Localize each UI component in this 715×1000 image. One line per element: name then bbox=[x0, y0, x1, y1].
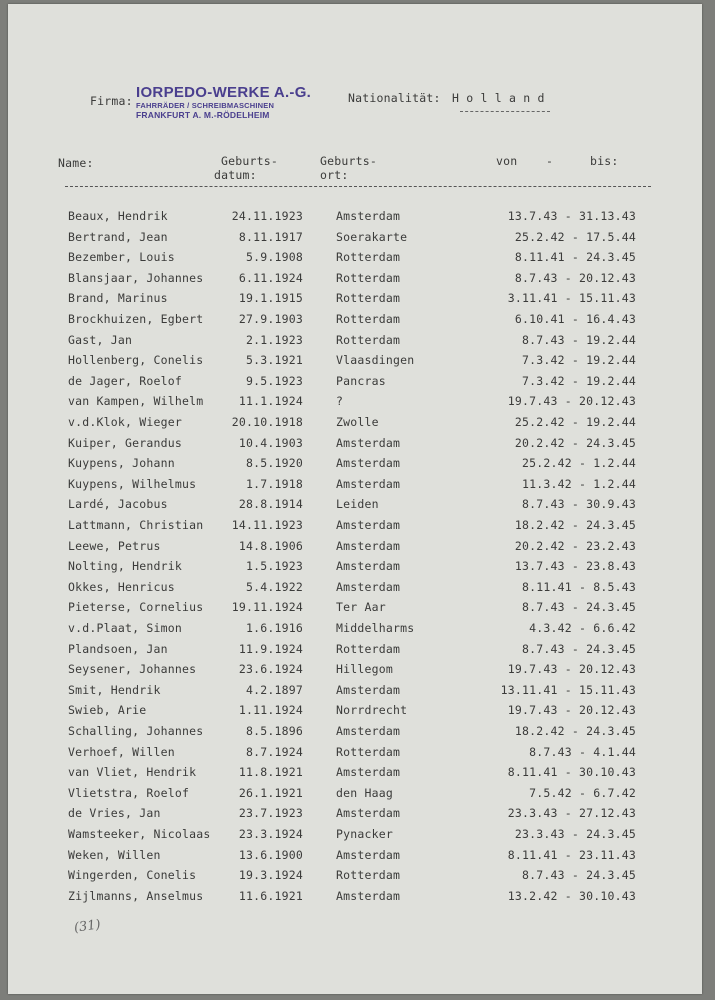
birth-date: 11.8.1921 bbox=[238, 765, 303, 780]
table-row bbox=[8, 539, 702, 559]
birth-place: Rotterdam bbox=[336, 868, 401, 883]
person-name: Smit, Hendrik bbox=[68, 682, 161, 697]
person-name: Kuypens, Johann bbox=[68, 456, 175, 471]
table-row bbox=[8, 600, 702, 620]
employment-period: 23.3.43 - 24.3.45 bbox=[514, 827, 636, 841]
birth-place: Amsterdam bbox=[336, 579, 401, 594]
birth-date: 19.3.1924 bbox=[238, 868, 303, 883]
employment-period: 8.7.43 - 24.3.45 bbox=[522, 600, 636, 615]
handwritten-page-note: (31) bbox=[73, 917, 102, 936]
birth-date: 8.5.1920 bbox=[246, 456, 303, 471]
employment-period: 7.3.42 - 19.2.44 bbox=[522, 353, 636, 368]
employment-period: 11.3.42 - 1.2.44 bbox=[522, 476, 636, 491]
birth-place: Rotterdam bbox=[336, 270, 401, 285]
header-divider bbox=[65, 186, 651, 187]
birth-date: 20.10.1918 bbox=[231, 415, 303, 429]
employment-period: 4.3.42 - 6.6.42 bbox=[529, 621, 636, 635]
person-name: Bezember, Louis bbox=[68, 250, 175, 265]
col-header-name: Name: bbox=[58, 156, 94, 170]
table-row bbox=[8, 889, 702, 909]
birth-place: Ter Aar bbox=[336, 600, 386, 615]
person-name: Swieb, Arie bbox=[68, 703, 147, 718]
birth-place: Amsterdam bbox=[336, 559, 401, 574]
person-name: Lattmann, Christian bbox=[68, 518, 204, 532]
document-page bbox=[8, 4, 702, 994]
employment-period: 8.11.41 - 23.11.43 bbox=[507, 847, 636, 862]
employment-period: 25.2.42 - 19.2.44 bbox=[514, 415, 636, 429]
birth-date: 19.1.1915 bbox=[238, 291, 303, 306]
birth-place: Amsterdam bbox=[336, 724, 401, 738]
employment-period: 6.10.41 - 16.4.43 bbox=[514, 312, 636, 326]
employment-period: 25.2.42 - 17.5.44 bbox=[514, 229, 636, 244]
birth-date: 27.9.1903 bbox=[238, 312, 303, 326]
birth-place: Rotterdam bbox=[336, 250, 401, 265]
table-row bbox=[8, 374, 702, 394]
birth-place: Hillegom bbox=[336, 662, 393, 677]
birth-date: 1.5.1923 bbox=[246, 559, 303, 574]
nationality-underline bbox=[460, 111, 550, 112]
person-name: Bertrand, Jean bbox=[68, 229, 168, 244]
table-row bbox=[8, 703, 702, 723]
person-name: Lardé, Jacobus bbox=[68, 497, 168, 512]
birth-place: Norrdrecht bbox=[336, 703, 408, 718]
company-subtitle: FAHRRÄDER / SCHREIBMASCHINEN bbox=[136, 101, 275, 110]
employment-period: 8.7.43 - 19.2.44 bbox=[522, 332, 636, 347]
birth-place: Amsterdam bbox=[336, 209, 401, 223]
person-name: Plandsoen, Jan bbox=[68, 641, 168, 656]
birth-place: Rotterdam bbox=[336, 291, 401, 306]
employment-period: 8.11.41 - 24.3.45 bbox=[514, 250, 636, 265]
table-row bbox=[8, 230, 702, 250]
birth-date: 2.1.1923 bbox=[246, 332, 303, 347]
employment-period: 8.7.43 - 20.12.43 bbox=[514, 270, 636, 285]
table-row bbox=[8, 621, 702, 641]
birth-date: 23.3.1924 bbox=[238, 827, 303, 841]
birth-date: 13.6.1900 bbox=[238, 847, 303, 862]
table-row bbox=[8, 312, 702, 332]
col-header-dash: - bbox=[546, 154, 554, 168]
table-row bbox=[8, 848, 702, 868]
person-name: Verhoef, Willen bbox=[68, 744, 175, 759]
employment-period: 20.2.42 - 24.3.45 bbox=[514, 435, 636, 450]
col-header-birthdate-l1: Geburts- bbox=[221, 154, 278, 168]
person-name: Gast, Jan bbox=[68, 332, 133, 347]
table-row bbox=[8, 436, 702, 456]
person-name: Zijlmanns, Anselmus bbox=[68, 888, 204, 903]
employment-period: 3.11.41 - 15.11.43 bbox=[507, 291, 636, 306]
birth-place: Pynacker bbox=[336, 827, 393, 841]
employment-period: 13.2.42 - 30.10.43 bbox=[507, 888, 636, 903]
birth-place: Pancras bbox=[336, 373, 386, 388]
birth-date: 10.4.1903 bbox=[238, 435, 303, 450]
table-row bbox=[8, 642, 702, 662]
birth-date: 5.4.1922 bbox=[246, 579, 303, 594]
table-row bbox=[8, 394, 702, 414]
birth-place: ? bbox=[336, 394, 344, 409]
person-name: Schalling, Johannes bbox=[68, 724, 204, 738]
company-stamp bbox=[136, 84, 311, 120]
employment-period: 8.11.41 - 8.5.43 bbox=[522, 579, 636, 594]
birth-date: 23.7.1923 bbox=[238, 806, 303, 821]
company-name: IORPEDO-WERKE A.-G. bbox=[136, 84, 312, 101]
birth-date: 14.11.1923 bbox=[231, 518, 303, 532]
table-row bbox=[8, 827, 702, 847]
employment-period: 18.2.42 - 24.3.45 bbox=[514, 518, 636, 532]
table-row bbox=[8, 250, 702, 270]
table-row bbox=[8, 745, 702, 765]
employment-period: 19.7.43 - 20.12.43 bbox=[507, 662, 636, 677]
employment-period: 13.7.43 - 23.8.43 bbox=[514, 559, 636, 574]
person-name: Weken, Willen bbox=[68, 847, 161, 862]
table-row bbox=[8, 291, 702, 311]
birth-place: Amsterdam bbox=[336, 847, 401, 862]
birth-date: 23.6.1924 bbox=[238, 662, 303, 677]
employment-period: 13.11.41 - 15.11.43 bbox=[500, 682, 636, 697]
person-name: de Jager, Roelof bbox=[68, 373, 182, 388]
birth-date: 11.6.1921 bbox=[238, 888, 303, 903]
birth-date: 6.11.1924 bbox=[238, 270, 303, 285]
birth-place: den Haag bbox=[336, 785, 393, 800]
nationality-label: Nationalität: bbox=[348, 91, 441, 105]
birth-date: 26.1.1921 bbox=[238, 785, 303, 800]
table-row bbox=[8, 868, 702, 888]
birth-date: 8.7.1924 bbox=[246, 744, 303, 759]
col-header-birthdate-l2: datum: bbox=[214, 168, 257, 182]
col-header-to: bis: bbox=[590, 154, 619, 168]
col-header-birthplace-l1: Geburts- bbox=[320, 154, 377, 168]
employment-period: 23.3.43 - 27.12.43 bbox=[507, 806, 636, 821]
birth-place: Rotterdam bbox=[336, 332, 401, 347]
table-row bbox=[8, 662, 702, 682]
person-name: Seysener, Johannes bbox=[68, 662, 197, 677]
table-row bbox=[8, 765, 702, 785]
person-name: van Kampen, Wilhelm bbox=[68, 394, 204, 409]
birth-place: Soerakarte bbox=[336, 229, 408, 244]
person-name: Beaux, Hendrik bbox=[68, 209, 168, 223]
person-name: v.d.Klok, Wieger bbox=[68, 415, 182, 429]
birth-place: Leiden bbox=[336, 497, 379, 512]
table-row bbox=[8, 333, 702, 353]
person-name: v.d.Plaat, Simon bbox=[68, 621, 182, 635]
person-name: Leewe, Petrus bbox=[68, 538, 161, 553]
employment-period: 19.7.43 - 20.12.43 bbox=[507, 394, 636, 409]
firma-label: Firma: bbox=[90, 94, 133, 108]
person-name: Wamsteeker, Nicolaas bbox=[68, 827, 211, 841]
person-name: Nolting, Hendrik bbox=[68, 559, 182, 574]
employment-period: 7.5.42 - 6.7.42 bbox=[529, 785, 636, 800]
col-header-from: von bbox=[496, 154, 518, 168]
employment-period: 19.7.43 - 20.12.43 bbox=[507, 703, 636, 718]
table-row bbox=[8, 518, 702, 538]
table-row bbox=[8, 497, 702, 517]
nationality-value: H o l l a n d bbox=[452, 91, 545, 105]
person-name: Pieterse, Cornelius bbox=[68, 600, 204, 615]
table-row bbox=[8, 353, 702, 373]
person-name: Vlietstra, Roelof bbox=[68, 785, 190, 800]
person-name: Kuiper, Gerandus bbox=[68, 435, 182, 450]
col-header-birthplace-l2: ort: bbox=[320, 168, 349, 182]
table-row bbox=[8, 456, 702, 476]
birth-place: Vlaasdingen bbox=[336, 353, 415, 368]
birth-date: 4.2.1897 bbox=[246, 682, 303, 697]
birth-place: Amsterdam bbox=[336, 518, 401, 532]
birth-place: Middelharms bbox=[336, 621, 415, 635]
table-row bbox=[8, 580, 702, 600]
birth-date: 11.1.1924 bbox=[238, 394, 303, 409]
company-city: FRANKFURT A. M.-RÖDELHEIM bbox=[136, 110, 270, 120]
table-row bbox=[8, 209, 702, 229]
person-name: Blansjaar, Johannes bbox=[68, 270, 204, 285]
person-name: Wingerden, Conelis bbox=[68, 868, 197, 883]
birth-date: 24.11.1923 bbox=[231, 209, 303, 223]
birth-date: 1.6.1916 bbox=[246, 621, 303, 635]
person-name: Kuypens, Wilhelmus bbox=[68, 476, 197, 491]
table-row bbox=[8, 724, 702, 744]
birth-place: Amsterdam bbox=[336, 682, 401, 697]
birth-date: 1.7.1918 bbox=[246, 476, 303, 491]
employment-period: 18.2.42 - 24.3.45 bbox=[514, 724, 636, 738]
table-row bbox=[8, 477, 702, 497]
employment-period: 7.3.42 - 19.2.44 bbox=[522, 373, 636, 388]
birth-place: Rotterdam bbox=[336, 312, 401, 326]
person-name: van Vliet, Hendrik bbox=[68, 765, 197, 780]
person-name: Brand, Marinus bbox=[68, 291, 168, 306]
birth-date: 9.5.1923 bbox=[246, 373, 303, 388]
birth-date: 1.11.1924 bbox=[238, 703, 303, 718]
birth-date: 8.11.1917 bbox=[238, 229, 303, 244]
table-row bbox=[8, 271, 702, 291]
birth-place: Amsterdam bbox=[336, 456, 401, 471]
birth-date: 28.8.1914 bbox=[238, 497, 303, 512]
table-row bbox=[8, 786, 702, 806]
birth-place: Amsterdam bbox=[336, 765, 401, 780]
birth-place: Amsterdam bbox=[336, 476, 401, 491]
employment-period: 13.7.43 - 31.13.43 bbox=[507, 209, 636, 223]
person-name: Okkes, Henricus bbox=[68, 579, 175, 594]
table-row bbox=[8, 559, 702, 579]
birth-place: Amsterdam bbox=[336, 538, 401, 553]
birth-date: 5.3.1921 bbox=[246, 353, 303, 368]
birth-place: Amsterdam bbox=[336, 435, 401, 450]
table-row bbox=[8, 806, 702, 826]
person-name: Hollenberg, Conelis bbox=[68, 353, 204, 368]
table-row bbox=[8, 415, 702, 435]
birth-place: Rotterdam bbox=[336, 744, 401, 759]
birth-date: 8.5.1896 bbox=[246, 724, 303, 738]
birth-place: Zwolle bbox=[336, 415, 379, 429]
employment-period: 25.2.42 - 1.2.44 bbox=[522, 456, 636, 471]
employment-period: 8.7.43 - 24.3.45 bbox=[522, 868, 636, 883]
employment-period: 8.7.43 - 4.1.44 bbox=[529, 744, 636, 759]
birth-place: Rotterdam bbox=[336, 641, 401, 656]
person-name: de Vries, Jan bbox=[68, 806, 161, 821]
table-row bbox=[8, 683, 702, 703]
person-name: Brockhuizen, Egbert bbox=[68, 312, 204, 326]
birth-date: 14.8.1906 bbox=[238, 538, 303, 553]
employment-period: 20.2.42 - 23.2.43 bbox=[514, 538, 636, 553]
birth-date: 5.9.1908 bbox=[246, 250, 303, 265]
birth-place: Amsterdam bbox=[336, 806, 401, 821]
birth-place: Amsterdam bbox=[336, 888, 401, 903]
employment-period: 8.7.43 - 24.3.45 bbox=[522, 641, 636, 656]
birth-date: 11.9.1924 bbox=[238, 641, 303, 656]
employment-period: 8.7.43 - 30.9.43 bbox=[522, 497, 636, 512]
employment-period: 8.11.41 - 30.10.43 bbox=[507, 765, 636, 780]
birth-date: 19.11.1924 bbox=[231, 600, 303, 615]
